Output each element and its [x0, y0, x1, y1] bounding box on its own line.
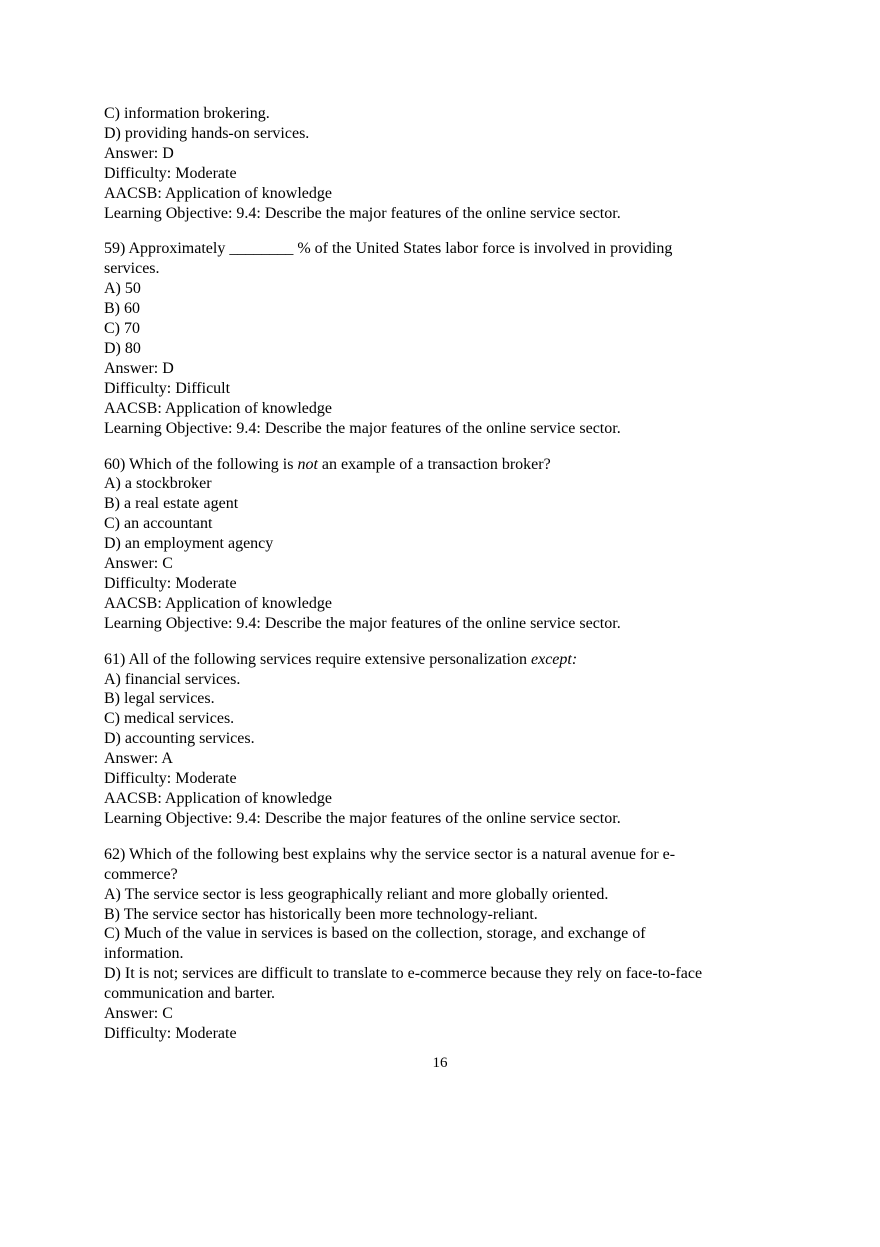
learning-objective: Learning Objective: 9.4: Describe the major features of the online service sector. [104, 419, 621, 437]
difficulty: Difficulty: Moderate [104, 770, 237, 788]
question-stem [104, 455, 784, 475]
option-d: D) 80 [104, 339, 141, 357]
option-c: C) Much of the value in services is based on the collection, storage, and exchange of [104, 925, 646, 943]
option-b: B) The service sector has historically been more technology-reliant. [104, 905, 538, 923]
answer: Answer: C [104, 1005, 173, 1023]
page-content [104, 104, 784, 1060]
answer: Answer: C [104, 555, 173, 573]
learning-objective: Learning Objective: 9.4: Describe the major features of the online service sector. [104, 614, 621, 632]
difficulty: Difficulty: Difficult [104, 379, 231, 397]
aacsb: AACSB: Application of knowledge [104, 594, 332, 612]
question-62 [104, 845, 784, 1044]
option-c: C) an accountant [104, 515, 213, 533]
option-b: B) a real estate agent [104, 495, 239, 513]
learning-objective: Learning Objective: 9.4: Describe the major features of the online service sector. [104, 204, 621, 222]
difficulty: Difficulty: Moderate [104, 1024, 237, 1042]
question-stem: 62) Which of the following best explains why the service sector is a natural avenue for e- [104, 845, 676, 863]
option-d: D) providing hands-on services. [104, 124, 310, 142]
option-a: A) financial services. [104, 670, 241, 688]
option-c: C) 70 [104, 320, 140, 338]
difficulty: Difficulty: Moderate [104, 574, 237, 592]
stem-emphasis: not [297, 455, 318, 473]
option-c-continued: information. [104, 945, 184, 963]
option-d: D) It is not; services are difficult to translate to e-commerce because they rely on face-to-face [104, 965, 703, 983]
question-stem [104, 650, 784, 670]
option-c: C) information brokering. [104, 105, 270, 122]
question-61 [104, 650, 784, 829]
stem-text: 61) All of the following services require extensive personalization [104, 650, 531, 668]
difficulty: Difficulty: Moderate [104, 164, 237, 182]
question-stem: 59) Approximately ________ % of the United States labor force is involved in providing [104, 240, 673, 258]
answer: Answer: D [104, 144, 174, 162]
aacsb: AACSB: Application of knowledge [104, 184, 332, 202]
option-c: C) medical services. [104, 710, 235, 728]
option-a: A) The service sector is less geographically reliant and more globally oriented. [104, 885, 609, 903]
question-stem-continued: commerce? [104, 865, 178, 883]
page-number: 16 [432, 1055, 448, 1071]
question-59 [104, 239, 784, 438]
answer: Answer: A [104, 750, 173, 768]
question-60 [104, 455, 784, 634]
stem-text: 60) Which of the following is [104, 455, 298, 473]
stem-emphasis: except: [530, 650, 578, 668]
learning-objective: Learning Objective: 9.4: Describe the major features of the online service sector. [104, 809, 621, 827]
question-stem-continued: services. [104, 260, 160, 278]
option-a: A) a stockbroker [104, 475, 212, 493]
aacsb: AACSB: Application of knowledge [104, 399, 332, 417]
option-d: D) an employment agency [104, 535, 274, 553]
option-d-continued: communication and barter. [104, 985, 276, 1003]
option-d: D) accounting services. [104, 730, 255, 748]
option-b: B) 60 [104, 300, 140, 318]
aacsb: AACSB: Application of knowledge [104, 790, 332, 807]
stem-text-end: an example of a transaction broker? [317, 455, 551, 473]
answer: Answer: D [104, 359, 174, 377]
option-b: B) legal services. [104, 690, 215, 708]
option-a: A) 50 [104, 280, 141, 298]
question-fragment [104, 104, 784, 223]
